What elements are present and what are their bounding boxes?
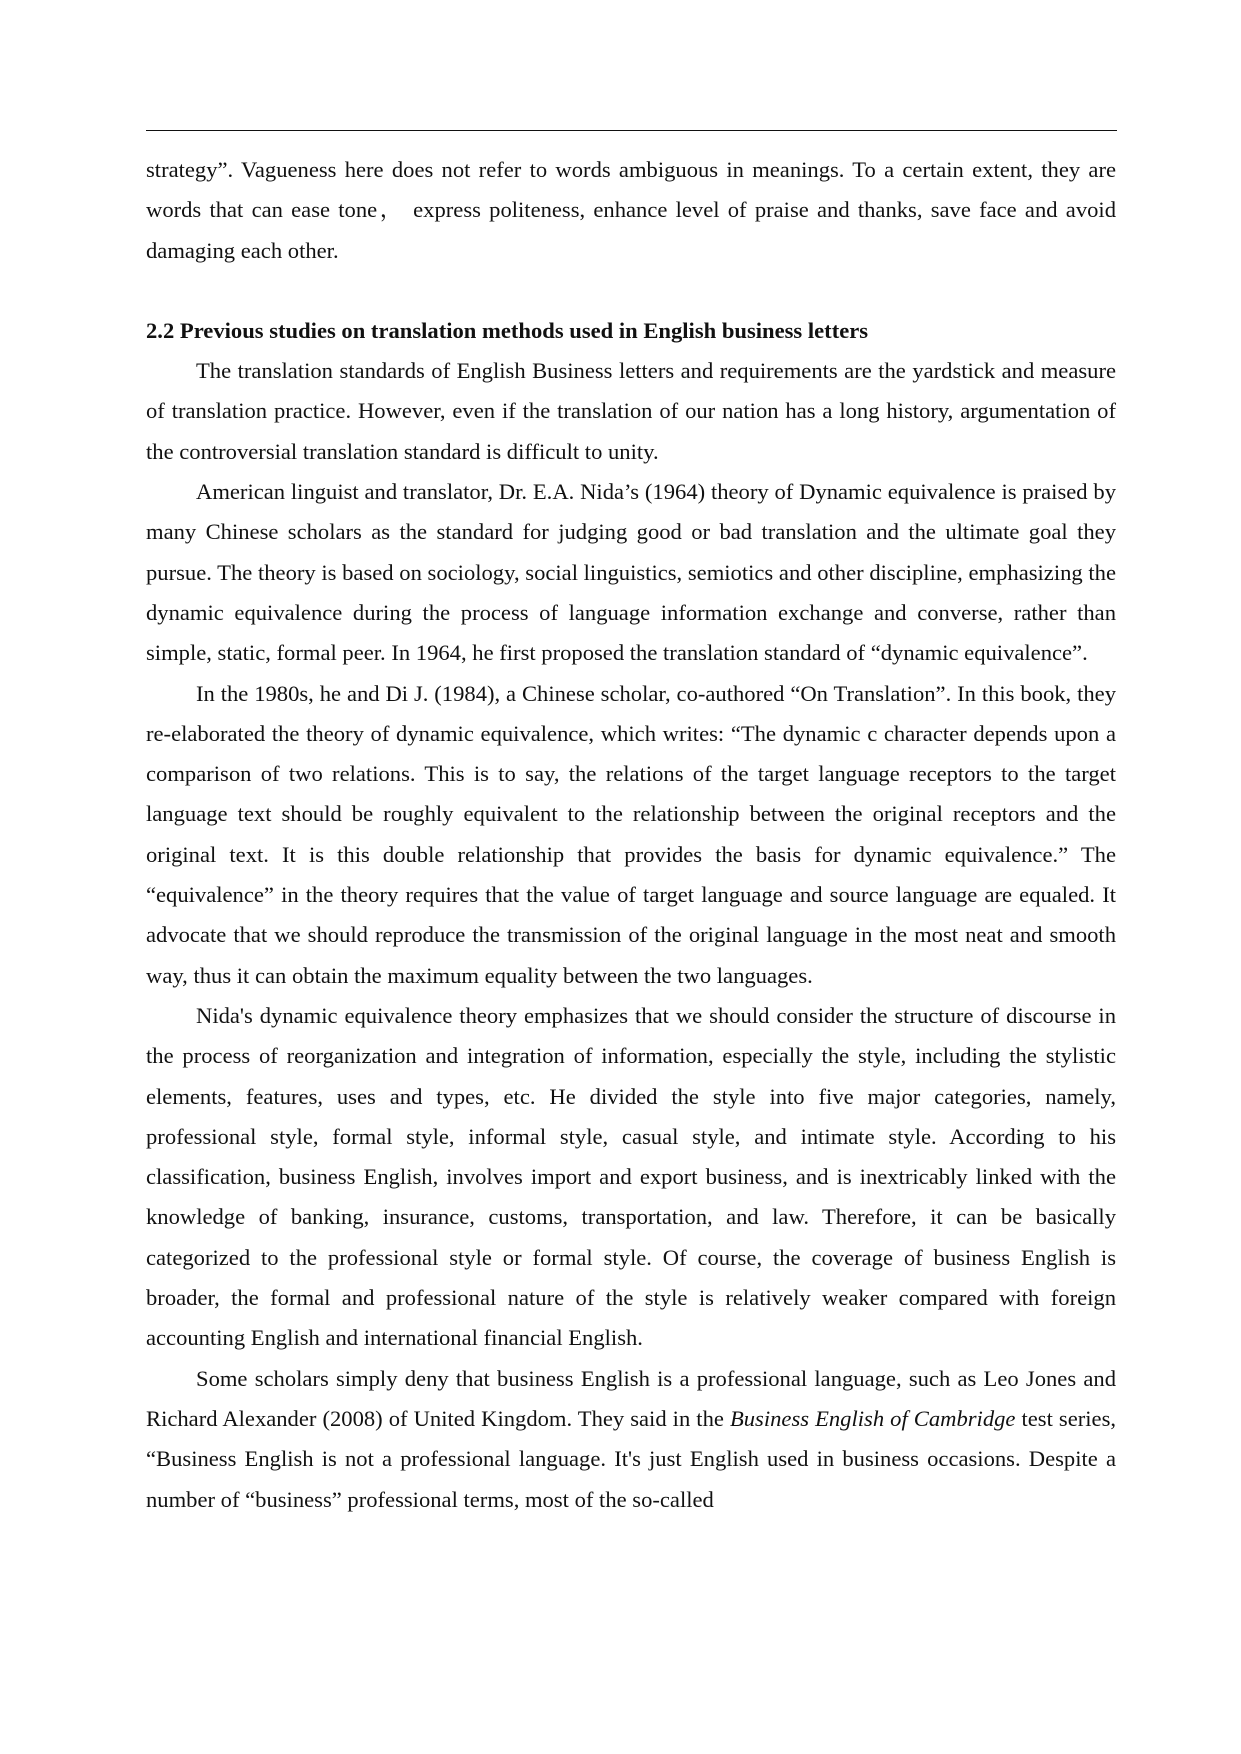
paragraph-continuation: strategy”. Vagueness here does not refer to words ambiguous in meanings. To a certain extent, they are words that can ease tone， express politeness, enhance level of praise and thanks, save face and avoid damaging each other.	[146, 157, 1116, 263]
p5-text-before: Some scholars simply deny that business English is a professional language, such as Leo Jones and Richard Alexander (2008) of United Kingdom. They said in the	[146, 1365, 1116, 1431]
book-title: Business English of Cambridge	[729, 1405, 1016, 1431]
paragraph-on-translation: In the 1980s, he and Di J. (1984), a Chinese scholar, co-authored “On Translation”. In this book, they re-elaborated the theory of dynamic equivalence, which writes: “The dynamic c character depends upon a comparison of two relations. This is to say, the relations of the target language receptors to the target language text should be roughly equivalent to the relationship between the original receptors and the original text. It is this double relationship that provides the basis for dynamic equivalence.” The “equivalence” in the theory requires that the value of target language and source language are equaled. It advocate that we should reproduce the transmission of the original language in the most neat and smooth way, thus it can obtain the maximum equality between the two languages.	[146, 680, 1116, 988]
p5-text-after: test series, “Business English is not a professional language. It's just English used in business occasions. Despite a number of “business” professional terms, most of the so-called	[146, 1405, 1117, 1512]
section-gap	[146, 271, 1116, 311]
paragraph-translation-standards: The translation standards of English Business letters and requirements are the yardstick and measure of translation practice. However, even if the translation of our nation has a long history, argumentation of the controversial translation standard is difficult to unity.	[146, 358, 1116, 464]
paragraph-professional-language	[146, 1359, 1116, 1520]
paragraph-style-categories: Nida's dynamic equivalence theory emphasizes that we should consider the structure of discourse in the process of reorganization and integration of information, especially the style, including the stylistic elements, features, uses and types, etc. He divided the style into five major categories, namely, professional style, formal style, informal style, casual style, and intimate style. According to his classification, business English, involves import and export business, and is inextricably linked with the knowledge of banking, insurance, customs, transportation, and law. Therefore, it can be basically categorized to the professional style or formal style. Of course, the coverage of business English is broader, the formal and professional nature of the style is relatively weaker compared with foreign accounting English and international financial English.	[146, 1002, 1116, 1351]
header-rule	[146, 130, 1117, 131]
body-text	[146, 150, 1116, 1520]
paragraph-nida-theory: American linguist and translator, Dr. E.A. Nida’s (1964) theory of Dynamic equivalence is praised by many Chinese scholars as the standard for judging good or bad translation and the ultimate goal they pursue. The theory is based on sociology, social linguistics, semiotics and other discipline, emphasizing the dynamic equivalence during the process of language information exchange and converse, rather than simple, static, formal peer. In 1964, he first proposed the translation standard of “dynamic equivalence”.	[146, 479, 1116, 666]
section-heading: 2.2 Previous studies on translation methods used in English business letters	[146, 317, 869, 343]
